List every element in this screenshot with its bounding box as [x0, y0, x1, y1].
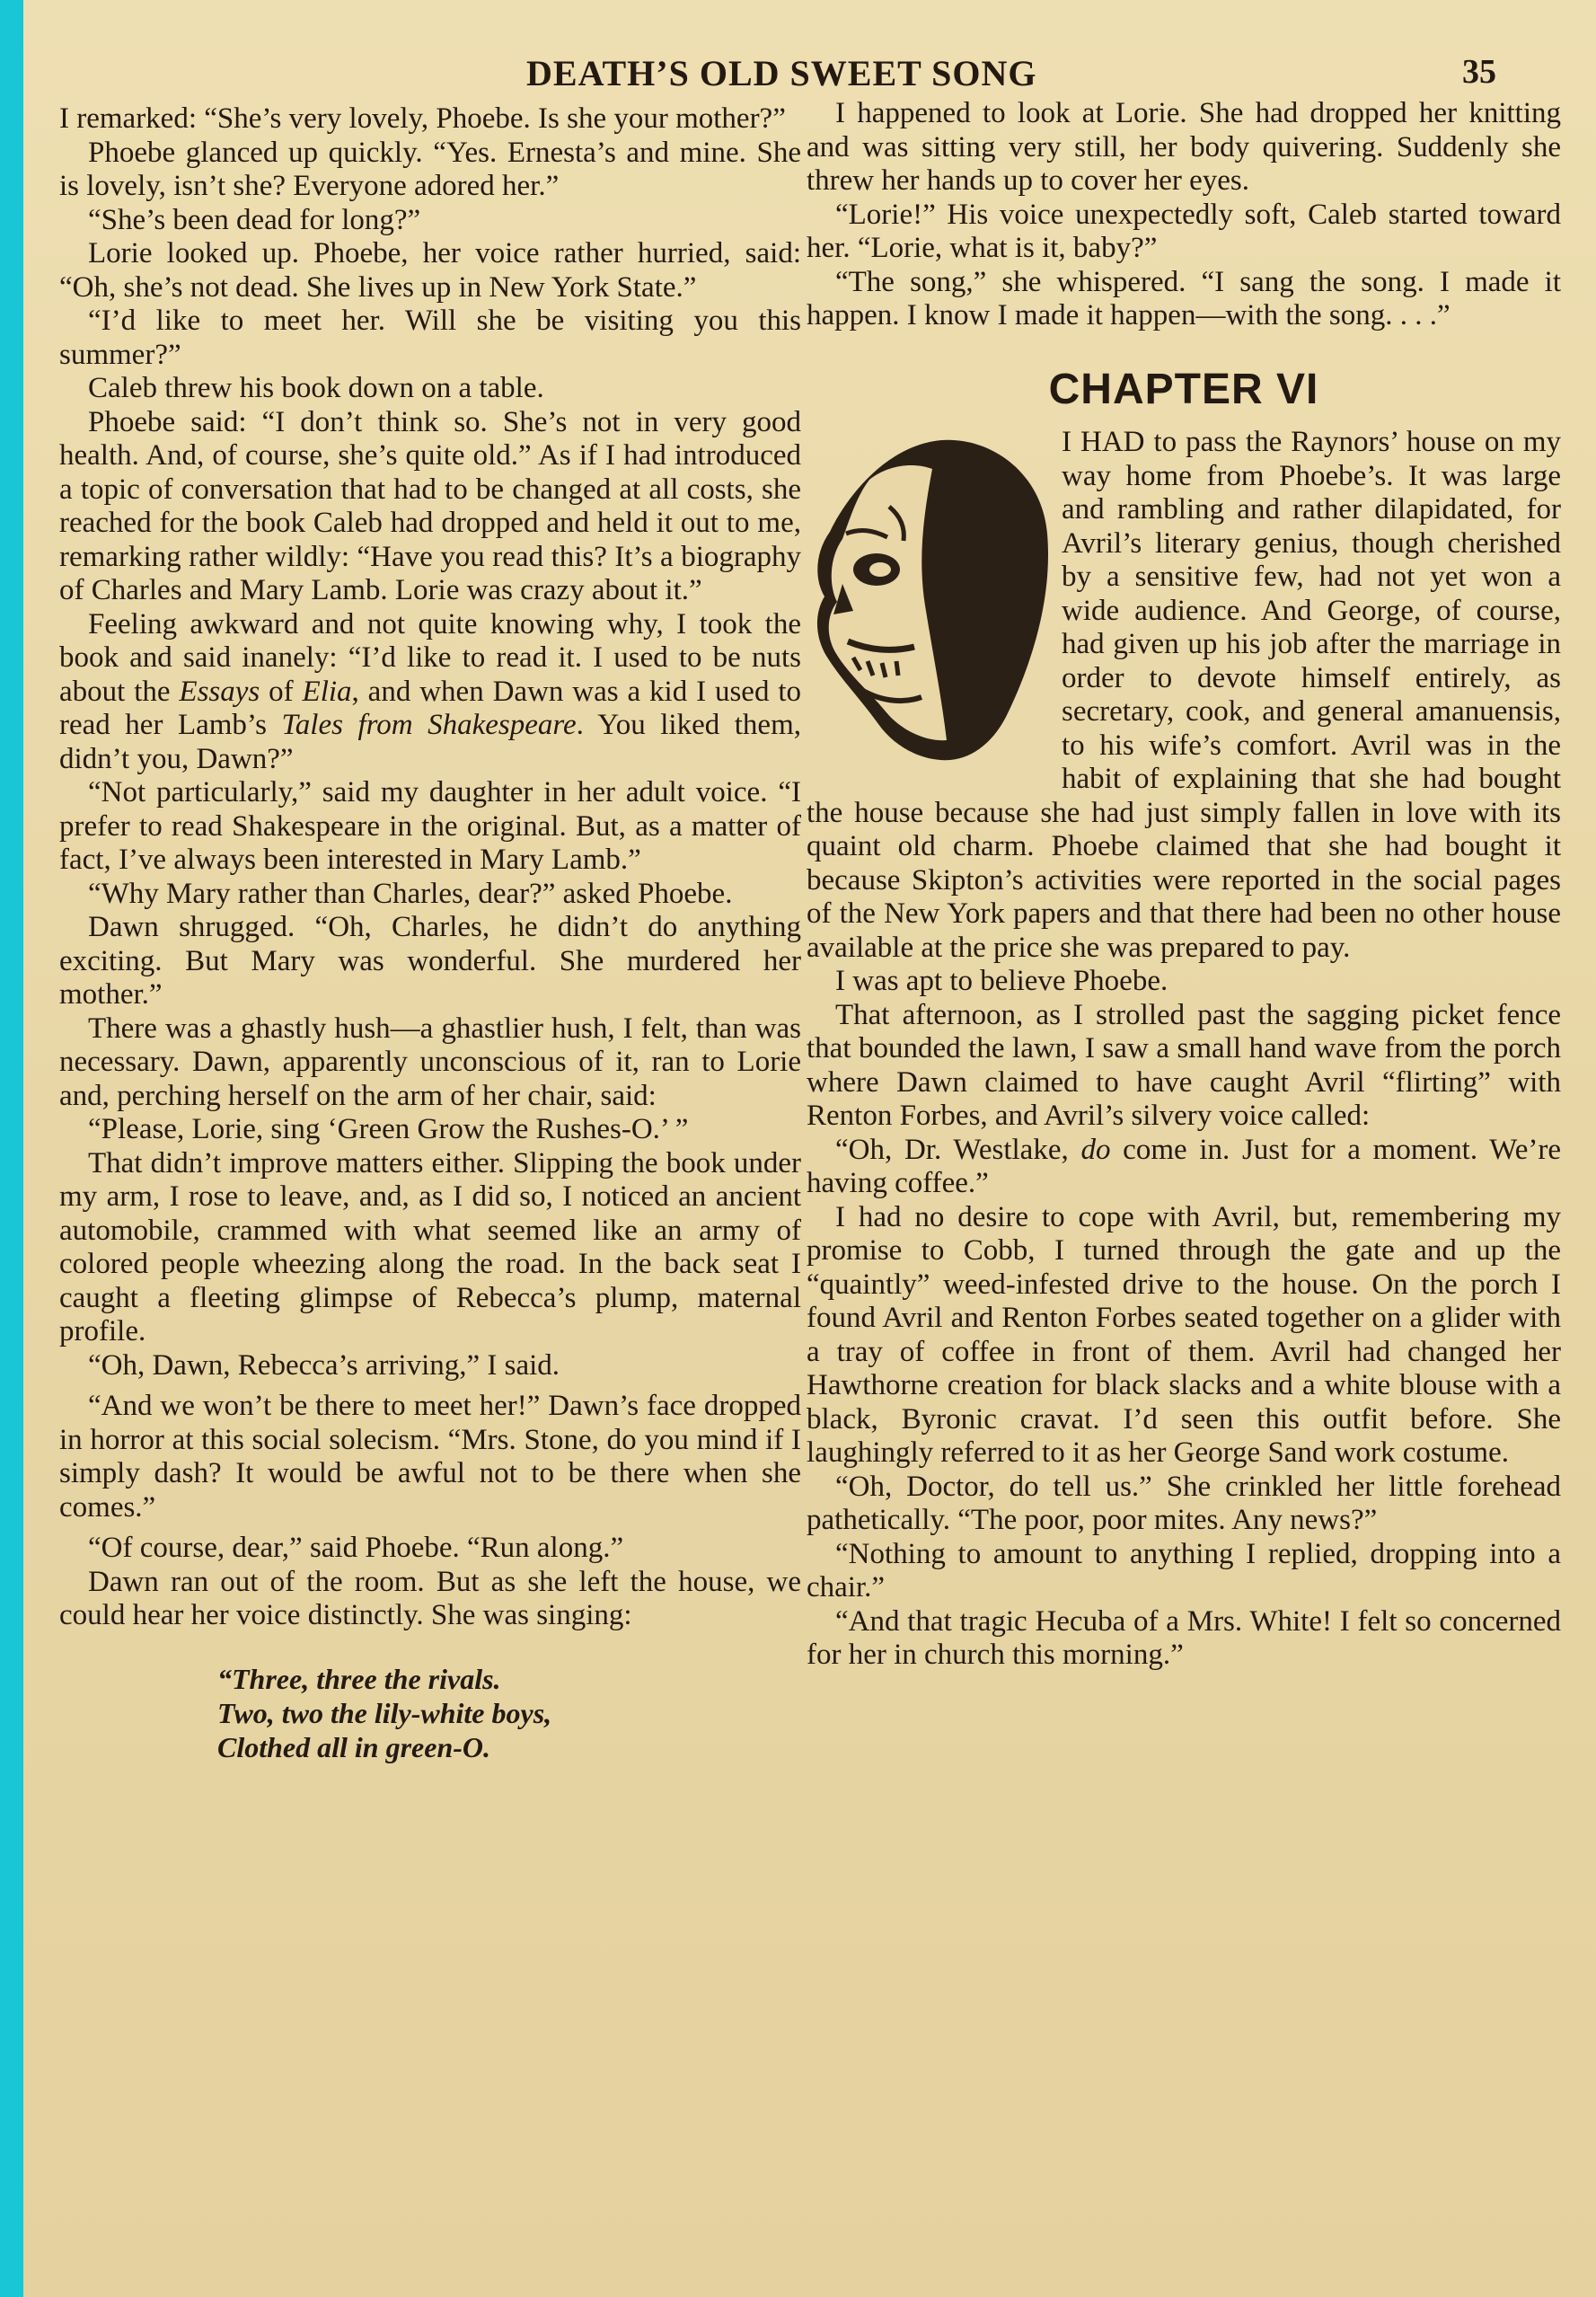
paragraph: Dawn ran out of the room. But as she left the house, we could hear her voice distinctly. She was singing: — [59, 1565, 801, 1631]
paragraph: “Please, Lorie, sing ‘Green Grow the Rushes-O.’ ” — [88, 1113, 689, 1145]
verse-line: Clothed all in green-O. — [217, 1730, 491, 1763]
left-column — [59, 102, 801, 1764]
text-run: , and when Dawn was a kid I used to read her Lamb’s — [59, 675, 802, 741]
paragraph: “She’s been dead for long?” — [88, 203, 421, 236]
paragraph: There was a ghastly hush—a ghastlier hush, I felt, than was necessary. Dawn, apparently unconscious of it, ran to Lorie and, perching herself on the arm of her chair, said: — [59, 1012, 801, 1112]
chapter-heading: CHAPTER VI — [1048, 365, 1319, 413]
paragraph: I happened to look at Lorie. She had dropped her knitting and was sitting very still, her body quivering. Suddenly she threw her hands up to cover her eyes. — [807, 97, 1561, 197]
text-run: come in. Just for a moment. We’re having coffee.” — [807, 1133, 1561, 1199]
paragraph: “Lorie!” His voice unexpectedly soft, Caleb started toward her. “Lorie, what is it, baby?” — [807, 198, 1561, 264]
paragraph: Caleb threw his book down on a table. — [88, 372, 544, 404]
book-title-essays: Essays — [179, 675, 260, 708]
paragraph: “And we won’t be there to meet her!” Dawn’s face dropped in horror at this social solecism. “Mrs. Stone, do you mind if I simply dash? It would be awful not to be there when she comes.” — [59, 1390, 801, 1524]
paragraph: “Why Mary rather than Charles, dear?” asked Phoebe. — [88, 877, 733, 910]
paragraph — [807, 1134, 1561, 1201]
text-run: of — [260, 675, 303, 708]
text-run: . You liked them, didn’t you, Dawn?” — [59, 709, 801, 775]
paragraph: “Not particularly,” said my daughter in her adult voice. “I prefer to read Shakespeare in the original. But, as a matter of fact, I’ve always been interested in Mary Lamb.” — [59, 776, 801, 876]
page-edge-stripe — [0, 0, 23, 2297]
running-header — [526, 52, 1496, 97]
paragraph: “Of course, dear,” said Phoebe. “Run along.” — [88, 1532, 624, 1564]
paragraph: “I’d like to meet her. Will she be visiting you this summer?” — [59, 305, 801, 371]
paragraph: Lorie looked up. Phoebe, her voice rather hurried, said: “Oh, she’s not dead. She lives up in New York State.” — [59, 237, 801, 304]
text-run: “Oh, Dr. Westlake, — [835, 1133, 1081, 1166]
paragraph — [59, 608, 801, 777]
paragraph: “Nothing to amount to anything I replied, dropping into a chair.” — [807, 1537, 1561, 1603]
verse-line: Two, two the lily-white boys, — [217, 1696, 552, 1729]
emphasis-do: do — [1080, 1133, 1111, 1166]
paragraph: Phoebe said: “I don’t think so. She’s not in very good health. And, of course, she’s quite old.” As if I had introduced a topic of conversation that had to be changed at all costs, she reached for the book Caleb had dropped and held it out to me, remarking rather wildly: “Have you read this? It’s a biography of Charles and Mary Lamb. Lorie was crazy about it.” — [59, 405, 801, 606]
paragraph: I remarked: “She’s very lovely, Phoebe. Is she your mother?” — [59, 102, 786, 135]
paragraph: I was apt to believe Phoebe. — [835, 965, 1168, 997]
paragraph: “Oh, Doctor, do tell us.” She crinkled her little forehead pathetically. “The poor, poor mites. Any news?” — [807, 1470, 1561, 1536]
paragraph: That afternoon, as I strolled past the sagging picket fence that bounded the lawn, I saw a small hand wave from the porch where Dawn claimed to have caught Avril “flirting” with Renton Forbes, and Avril’s silvery voice called: — [807, 998, 1561, 1132]
paragraph: I had no desire to cope with Avril, but, remembering my promise to Cobb, I turned through the gate and up the “quaintly” weed-infested drive to the house. On the porch I found Avril and Renton Forbes seated together on a glider with a tray of coffee in front of them. Avril had changed her Hawthorne creation for black slacks and a white blouse with a black, Byronic cravat. I’d seen this outfit before. She laughingly referred to it as her George Sand work costume. — [807, 1200, 1561, 1469]
skull-head-icon — [807, 426, 1058, 765]
book-title-elia: Elia — [302, 675, 352, 708]
paragraph: Phoebe glanced up quickly. “Yes. Ernesta’s and mine. She is lovely, isn’t she? Everyone adored her.” — [59, 136, 801, 202]
paragraph: “Oh, Dawn, Rebecca’s arriving,” I said. — [88, 1348, 560, 1382]
book-title-tales: Tales from Shakespeare — [281, 709, 577, 741]
running-title: DEATH’S OLD SWEET SONG — [526, 53, 1037, 93]
paragraph: Dawn shrugged. “Oh, Charles, he didn’t do anything exciting. But Mary was wonderful. She murdered her mother.” — [59, 911, 801, 1011]
paragraph: “The song,” she whispered. “I sang the song. I made it happen. I know I made it happen—with the song. . . .” — [807, 265, 1561, 331]
verse-line: “Three, three the rivals. — [217, 1662, 501, 1695]
right-column — [807, 97, 1561, 1673]
paragraph: I HAD to pass the Raynors’ house on my way home from Phoebe’s. It was large and rambling and rather dilapidated, for Avril’s literary genius, though cherished by a sensitive few, had not yet won a wide audience. And George, of course, had given up his job after the marriage in order to devote himself entirely, as secretary, cook, and general amanuensis, to his wife’s comfort. Avril was in the habit of explaining that she had bought the house because she had just simply fallen in love with its quaint old charm. Phoebe claimed that she had bought it because Skipton’s activities were reported in the social pages of the New York papers and that there had been no other house available at the price she was prepared to pay. — [807, 426, 1561, 964]
book-page — [23, 0, 1596, 2297]
paragraph: That didn’t improve matters either. Slipping the book under my arm, I rose to leave, and, as I did so, I noticed an ancient automobile, crammed with what seemed like an army of colored people wheezing along the road. In the back seat I caught a fleeting glimpse of Rebecca’s plump, maternal profile. — [59, 1146, 801, 1347]
song-verse — [217, 1662, 801, 1764]
page-number: 35 — [1462, 53, 1496, 91]
text-run: Feeling awkward and not quite knowing why, I took the book and said inanely: “I’d like to read it. I used to be nuts about the — [59, 607, 801, 708]
paragraph: “And that tragic Hecuba of a Mrs. White! I felt so concerned for her in church this morning.” — [807, 1604, 1561, 1671]
